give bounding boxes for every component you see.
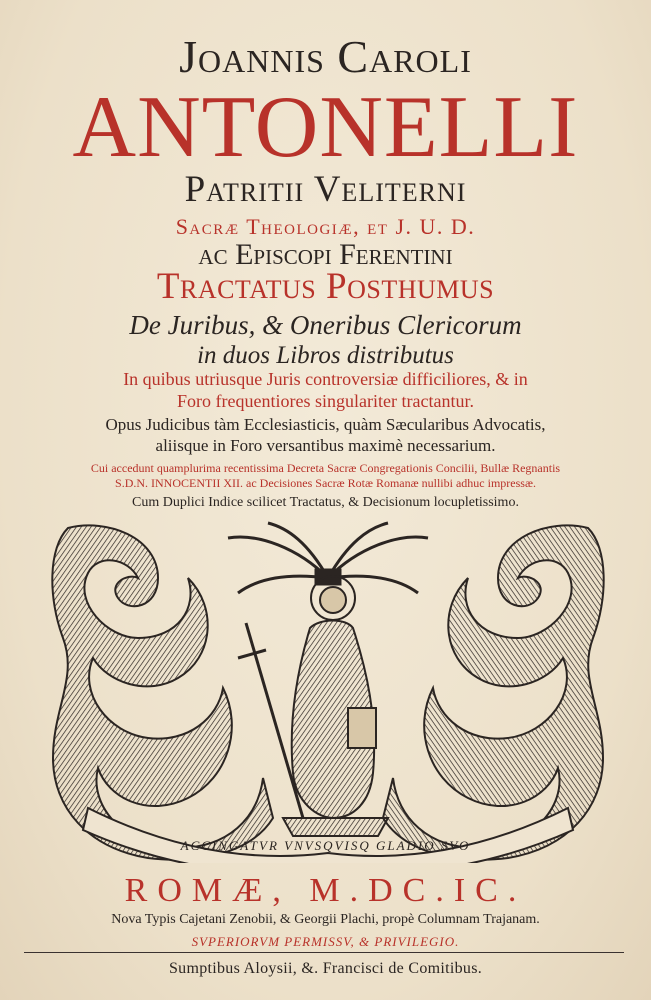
description-line-2: Foro frequentiores singulariter tractantur. xyxy=(177,391,474,411)
description-line-1: In quibus utriusque Juris controversiæ difficiliores, & in xyxy=(123,369,528,389)
imprint-city-year: ROMÆ, M.DC.IC. xyxy=(124,872,527,909)
author-forenames: Joannis Caroli xyxy=(179,31,472,82)
author-degree: Sacræ Theologiæ, et J. U. D. xyxy=(175,214,476,239)
author-origin: Patritii Veliterni xyxy=(184,169,467,210)
imprint-sumptibus: Sumptibus Aloysii, &. Francisci de Comitibus. xyxy=(168,960,483,977)
imprint-privilege: SVPERIORVM PERMISSV, & PRIVILEGIO. xyxy=(191,934,460,949)
imprint-printer: Nova Typis Cajetani Zenobii, & Georgii Plachi, propè Columnam Trajanam. xyxy=(111,912,540,927)
motto-text: ACCINGATVR VNVSQVISQ GLADIO SVO xyxy=(180,838,471,853)
index-note: Cum Duplici Indice scilicet Tractatus, & Decisionum locupletissimo. xyxy=(132,495,519,510)
supplement-line-2: S.D.N. INNOCENTII XII. ac Decisiones Sacræ Rotæ Romanæ nullibi adhuc impressæ. xyxy=(115,476,536,490)
audience-line-1: Opus Judicibus tàm Ecclesiasticis, quàm Sæcularibus Advocatis, xyxy=(105,415,546,434)
palm-fronds-icon xyxy=(228,523,428,593)
author-office: ac Episcopi Ferentini xyxy=(198,238,453,271)
right-acanthus-icon xyxy=(383,525,604,859)
woodcut-ornament xyxy=(48,518,608,863)
audience-line-2: aliisque in Foro versantibus maximè necessarium. xyxy=(155,436,496,455)
work-title: Tractatus Posthumus xyxy=(156,266,495,307)
supplement-line-1: Cui accedunt quamplurima recentissima Decreta Sacræ Congregationis Concilii, Bullæ Regnantis xyxy=(90,461,561,475)
work-division: in duos Libros distributus xyxy=(197,342,454,369)
divider-rule xyxy=(24,952,624,953)
left-acanthus-icon xyxy=(52,525,273,859)
author-surname: ANTONELLI xyxy=(72,79,579,176)
work-subtitle: De Juribus, & Oneribus Clericorum xyxy=(129,310,522,340)
